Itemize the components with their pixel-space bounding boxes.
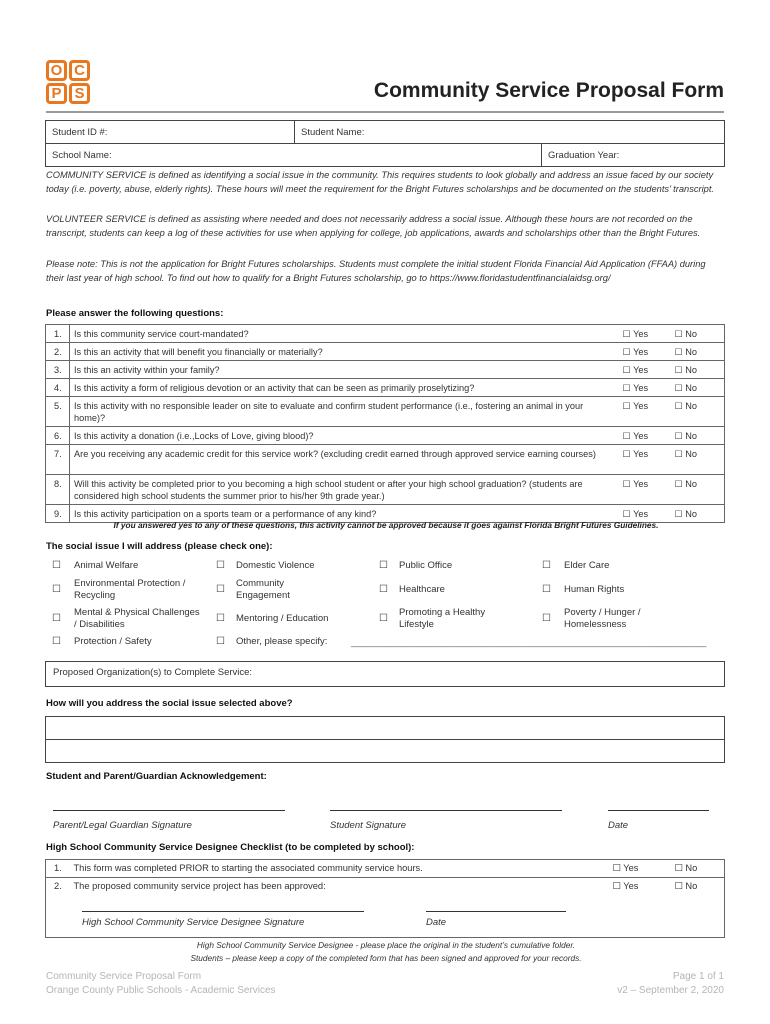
checkbox-icon[interactable]: ☐ bbox=[542, 613, 551, 624]
logo-letter: O bbox=[46, 60, 67, 81]
issue-label: Healthcare bbox=[399, 584, 445, 595]
checklist-text: This form was completed PRIOR to starting the associated community service hours. bbox=[70, 860, 609, 878]
issue-label: Poverty / Hunger / Homelessness bbox=[564, 607, 641, 630]
issue-label: Protection / Safety bbox=[74, 636, 152, 647]
question-number: 2. bbox=[46, 343, 70, 361]
question-text: Is this activity participation on a sports team or a performance of any kind? bbox=[70, 505, 619, 523]
designee-note: High School Community Service Designee - please place the original in the student’s cumulative folder. bbox=[196, 940, 576, 950]
question-number: 5. bbox=[46, 397, 70, 427]
no-checkbox[interactable]: ☐ No bbox=[671, 325, 725, 343]
footer-form-name: Community Service Proposal Form bbox=[46, 971, 202, 982]
designee-signature-line[interactable] bbox=[82, 911, 364, 912]
question-number: 4. bbox=[46, 379, 70, 397]
yes-checkbox[interactable]: ☐ Yes bbox=[619, 361, 671, 379]
footer-version: v2 – September 2, 2020 bbox=[617, 985, 724, 996]
issue-label: Human Rights bbox=[564, 584, 625, 595]
issue-label: Elder Care bbox=[564, 560, 610, 571]
school-name-field[interactable]: School Name: bbox=[46, 144, 542, 167]
checkbox-icon[interactable]: ☐ bbox=[379, 560, 388, 571]
issue-label: Mental & Physical Challenges / Disabilities bbox=[74, 607, 200, 630]
logo-letter: S bbox=[69, 83, 90, 104]
question-row bbox=[46, 325, 725, 343]
volunteer-service-definition: VOLUNTEER SERVICE is defined as assisting where needed and does not necessarily address a social issue. Although these hours are not recorded on the transcript, students can keep a log of these activities for use when applying for college, job applications, awards and scholarships other than the Bright Futures. bbox=[46, 214, 701, 238]
checkbox-icon[interactable]: ☐ bbox=[216, 560, 225, 571]
student-signature-label: Student Signature bbox=[330, 820, 407, 831]
issue-label: Animal Welfare bbox=[74, 560, 139, 571]
checkbox-icon[interactable]: ☐ bbox=[52, 636, 61, 647]
footer-page-number: Page 1 of 1 bbox=[672, 971, 724, 982]
no-checkbox[interactable]: ☐ No bbox=[671, 475, 725, 505]
checkbox-icon[interactable]: ☐ bbox=[52, 584, 61, 595]
question-number: 7. bbox=[46, 445, 70, 475]
eligibility-questions-table bbox=[45, 324, 725, 523]
designee-date-line[interactable] bbox=[426, 911, 566, 912]
address-answer-line-2[interactable] bbox=[45, 739, 725, 763]
yes-checkbox[interactable]: ☐ Yes bbox=[619, 343, 671, 361]
question-text: Is this an activity within your family? bbox=[70, 361, 619, 379]
issue-label: Domestic Violence bbox=[236, 560, 315, 571]
address-heading: How will you address the social issue selected above? bbox=[46, 698, 293, 709]
question-row bbox=[46, 427, 725, 445]
no-checkbox[interactable]: ☐ No bbox=[671, 397, 725, 427]
yes-checkbox[interactable]: ☐ Yes bbox=[609, 860, 671, 878]
designee-signature-label: High School Community Service Designee Signature bbox=[82, 917, 305, 928]
checkbox-icon[interactable]: ☐ bbox=[52, 560, 61, 571]
no-checkbox[interactable]: ☐ No bbox=[671, 505, 725, 523]
logo-letter: P bbox=[46, 83, 67, 104]
proposed-organization-field[interactable]: Proposed Organization(s) to Complete Service: bbox=[45, 661, 725, 687]
checklist-text: The proposed community service project has been approved: bbox=[70, 878, 609, 938]
footer-organization: Orange County Public Schools - Academic Services bbox=[46, 985, 276, 996]
no-checkbox[interactable]: ☐ No bbox=[671, 878, 725, 938]
question-number: 3. bbox=[46, 361, 70, 379]
question-text: Are you receiving any academic credit for this service work? (excluding credit earned through approved service earning courses) bbox=[70, 445, 619, 475]
ocps-logo bbox=[46, 60, 90, 104]
checkbox-icon[interactable]: ☐ bbox=[216, 584, 225, 595]
no-checkbox[interactable]: ☐ No bbox=[671, 361, 725, 379]
questions-warning: If you answered yes to any of these questions, this activity cannot be approved because it goes against Florida Bright Futures Guidelines. bbox=[113, 520, 659, 530]
question-text: Is this activity with no responsible leader on site to evaluate and confirm student performance (i.e., fostering an animal in your home)? bbox=[70, 397, 619, 427]
yes-checkbox[interactable]: ☐ Yes bbox=[619, 505, 671, 523]
issue-label: Other, please specify: bbox=[236, 636, 328, 647]
community-service-definition: COMMUNITY SERVICE is defined as identifying a social issue in the community. This requires students to look globally and address an issue faced by our society today (i.e. poverty, abuse, elderly rights). These hours will meet the requirement for the Bright Futures scholarships and be documented on the students’ transcript. bbox=[46, 170, 714, 194]
no-checkbox[interactable]: ☐ No bbox=[671, 379, 725, 397]
question-number: 8. bbox=[46, 475, 70, 505]
student-info-table bbox=[45, 120, 725, 167]
question-row bbox=[46, 475, 725, 505]
yes-checkbox[interactable]: ☐ Yes bbox=[619, 379, 671, 397]
yes-checkbox[interactable]: ☐ Yes bbox=[619, 397, 671, 427]
no-checkbox[interactable]: ☐ No bbox=[671, 860, 725, 878]
issue-label: Environmental Protection / Recycling bbox=[74, 578, 186, 601]
question-text: Will this activity be completed prior to you becoming a high school student or after your high school graduation? (students are considered high school students the summer prior to his/her 9th grade year.) bbox=[70, 475, 619, 505]
yes-checkbox[interactable]: ☐ Yes bbox=[609, 878, 671, 938]
checklist-row bbox=[46, 860, 725, 878]
yes-checkbox[interactable]: ☐ Yes bbox=[619, 427, 671, 445]
no-checkbox[interactable]: ☐ No bbox=[671, 427, 725, 445]
question-number: 1. bbox=[46, 325, 70, 343]
checkbox-icon[interactable]: ☐ bbox=[52, 613, 61, 624]
checkbox-icon[interactable]: ☐ bbox=[542, 584, 551, 595]
parent-signature-label: Parent/Legal Guardian Signature bbox=[53, 820, 192, 831]
checkbox-icon[interactable]: ☐ bbox=[379, 584, 388, 595]
question-number: 9. bbox=[46, 505, 70, 523]
checklist-number: 2. bbox=[46, 878, 70, 938]
student-note: Students – please keep a copy of the completed form that has been signed and approved for your records. bbox=[190, 953, 582, 963]
student-signature-line[interactable] bbox=[330, 810, 562, 811]
bright-futures-note: Please note: This is not the application for Bright Futures scholarships. Students must complete the initial student Florida Financial Aid Application (FFAA) during their last year of high school. To find out how to qualify for a Bright Futures scholarship, go to https://www.floridastudentfinancialaidsg.org/ bbox=[46, 259, 706, 283]
issue-label: Mentoring / Education bbox=[236, 613, 329, 624]
date-signature-line[interactable] bbox=[608, 810, 709, 811]
question-text: Is this community service court-mandated? bbox=[70, 325, 619, 343]
yes-checkbox[interactable]: ☐ Yes bbox=[619, 445, 671, 475]
logo-letter: C bbox=[69, 60, 90, 81]
checkbox-icon[interactable]: ☐ bbox=[216, 636, 225, 647]
student-name-field[interactable]: Student Name: bbox=[295, 121, 725, 144]
checkbox-icon[interactable]: ☐ bbox=[216, 613, 225, 624]
designee-date-label: Date bbox=[426, 917, 447, 928]
yes-checkbox[interactable]: ☐ Yes bbox=[619, 475, 671, 505]
graduation-year-field[interactable]: Graduation Year: bbox=[542, 144, 725, 167]
question-number: 6. bbox=[46, 427, 70, 445]
checkbox-icon[interactable]: ☐ bbox=[379, 613, 388, 624]
issue-label: Promoting a Healthy Lifestyle bbox=[399, 607, 486, 630]
question-text: Is this activity a donation (i.e.,Locks of Love, giving blood)? bbox=[70, 427, 619, 445]
parent-signature-line[interactable] bbox=[53, 810, 285, 811]
no-checkbox[interactable]: ☐ No bbox=[671, 343, 725, 361]
question-row bbox=[46, 361, 725, 379]
issues-heading: The social issue I will address (please check one): bbox=[46, 541, 273, 552]
acknowledgement-heading: Student and Parent/Guardian Acknowledgement: bbox=[46, 771, 267, 782]
title-divider bbox=[46, 111, 724, 113]
other-specify-field[interactable]: _______________________________________________________________________ bbox=[351, 637, 707, 647]
address-answer-line-1[interactable] bbox=[45, 716, 725, 740]
question-text: Is this an activity that will benefit you financially or materially? bbox=[70, 343, 619, 361]
no-checkbox[interactable]: ☐ No bbox=[671, 445, 725, 475]
checklist-number: 1. bbox=[46, 860, 70, 878]
question-row bbox=[46, 343, 725, 361]
date-label: Date bbox=[608, 820, 629, 831]
questions-heading: Please answer the following questions: bbox=[46, 308, 224, 319]
yes-checkbox[interactable]: ☐ Yes bbox=[619, 325, 671, 343]
issue-label: Public Office bbox=[399, 560, 453, 571]
checkbox-icon[interactable]: ☐ bbox=[542, 560, 551, 571]
student-id-field[interactable]: Student ID #: bbox=[46, 121, 295, 144]
question-row bbox=[46, 397, 725, 427]
issue-label: Community Engagement bbox=[236, 578, 290, 601]
form-title: Community Service Proposal Form bbox=[373, 79, 724, 102]
question-row bbox=[46, 445, 725, 475]
question-row bbox=[46, 379, 725, 397]
checklist-row bbox=[46, 878, 725, 938]
checklist-heading: High School Community Service Designee Checklist (to be completed by school): bbox=[46, 842, 415, 853]
question-text: Is this activity a form of religious devotion or an activity that can be seen as primarily proselytizing? bbox=[70, 379, 619, 397]
